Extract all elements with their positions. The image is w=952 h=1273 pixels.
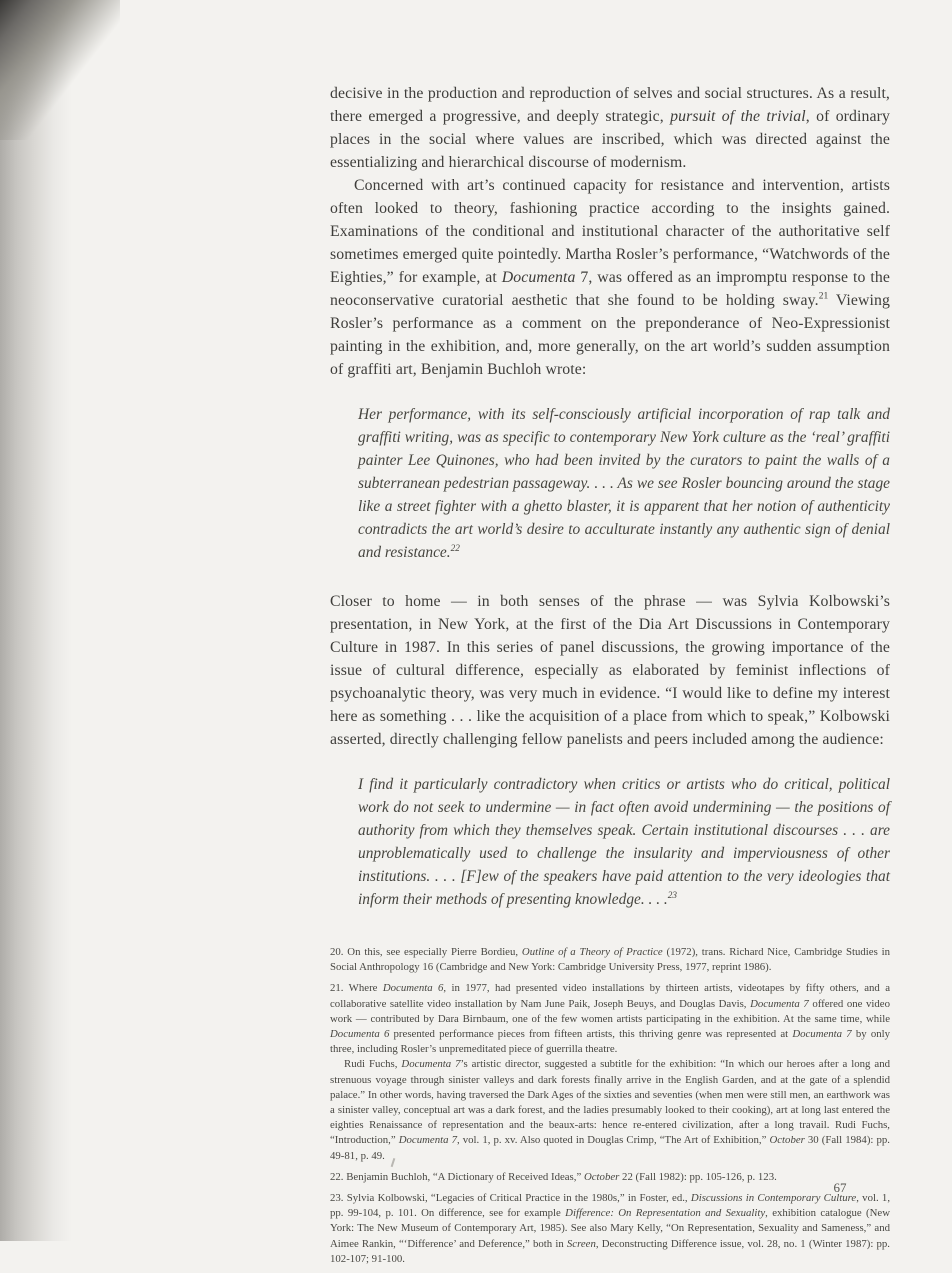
footnote-21: 21. Where Documenta 6, in 1977, had presented video installations by thirteen artists, videotapes by fifty others, and a collaborative satellite video installation by Nam June Paik, Joseph Beuys, and Douglas Davis, Documenta 7 offered one video work — contributed by Dara Birnbaum, one of the few women artists participating in the exhibition. At the same time, while Documenta 6 presented performance pieces from fifteen artists, this thriving genre was represented at Documenta 7 by only three, including Rosler’s unpremeditated piece of guerrilla theatre. <box>330 982 891 1056</box>
footnote-20: 20. On this, see especially Pierre Bordieu, Outline of a Theory of Practice (1972), trans. Richard Nice, Cambridge Studies in Social Anthropology 16 (Cambridge and New York: Cambridge University Press, 1977, reprint 1986). <box>330 946 890 974</box>
page-corner-shadow <box>0 0 120 140</box>
paragraph-3: Closer to home — in both senses of the phrase — was Sylvia Kolbowski’s presentation, in New York, at the first of the Dia Art Discussions in Contemporary Culture in 1987. In this series of panel discussions, the growing importance of the issue of cultural difference, especially as elaborated by feminist inflections of psychoanalytic theory, was very much in evidence. “I would like to define my interest here as something . . . like the acquisition of a place from which to speak,” Kolbowski asserted, directly challenging fellow panelists and peers included among the audience: <box>330 593 890 748</box>
page-binding-shadow <box>0 0 80 1241</box>
paragraph-2: Concerned with art’s continued capacity for resistance and intervention, artists often looked to theory, fashioning practice according to the insights gained. Examinations of the conditional and institutional character of the authoritative self sometimes emerged quite pointedly. Martha Rosler’s performance, “Watchwords of the Eighties,” for example, at Documenta 7, was offered as an impromptu response to the neoconservative curatorial aesthetic that she found to be holding sway.$^{21}$ Viewing Rosler’s performance as a comment on the preponderance of Neo-Expressionist painting in the exhibition, and, more generally, on the art world’s sudden assumption of graffiti art, Benjamin Buchloh wrote: <box>330 177 890 378</box>
text-column <box>330 82 890 1273</box>
paragraph-1: decisive in the production and reproduction of selves and social structures. As a result, there emerged a progressive, and deeply strategic, pursuit of the trivial, of ordinary places in the social where values are inscribed, which was directed against the essentializing and hierarchical discourse of modernism. <box>330 85 891 171</box>
block-quote-kolbowski: I find it particularly contradictory when critics or artists who do critical, political work do not seek to undermine — in fact often avoid undermining — the positions of authority from which they themselves speak. Certain institutional discourses . . . are unproblematically used to challenge the insularity and imperviousness of other institutions. . . . [F]ew of the speakers have paid attention to the very ideologies that inform their methods of presenting knowledge. . . .$^{23}$ <box>358 776 890 908</box>
footnote-23: 23. Sylvia Kolbowski, “Legacies of Critical Practice in the 1980s,” in Foster, ed., Discussions in Contemporary Culture, vol. 1, pp. 99-104, p. 101. On difference, see for example Difference: On Representation and Sexuality, exhibition catalogue (New York: The New Museum of Contemporary Art, 1985). See also Mary Kelly, “On Representation, Sexuality and Sameness,” and Aimee Rankin, “‘Difference’ and Deference,” both in Screen, Deconstructing Difference issue, vol. 28, no. 1 (Winter 1987): pp. 102-107; 91-100. <box>330 1192 891 1265</box>
footnotes-section <box>330 945 890 1267</box>
footnote-22: 22. Benjamin Buchloh, “A Dictionary of Received Ideas,” October 22 (Fall 1982): pp. 105-126, p. 123. <box>330 1170 777 1183</box>
page-number: 67 <box>833 1180 847 1195</box>
block-quote-buchloh: Her performance, with its self-consciously artificial incorporation of rap talk and graffiti writing, was as specific to contemporary New York culture as the ‘real’ graffiti painter Lee Quinones, who had been invited by the curators to paint the walls of a subterranean pedestrian passageway. . . . As we see Rosler bouncing around the stage like a street fighter with a ghetto blaster, it is apparent that her notion of authenticity contradicts the art world’s desire to acculturate instantly any authentic sign of denial and resistance.$^{22}$ <box>358 406 890 561</box>
footnote-21-continued: Rudi Fuchs, Documenta 7’s artistic director, suggested a subtitle for the exhibition: “In which our heroes after a long and strenuous voyage through sinister valleys and dark forests finally arrive in the English Garden, and at the gate of a splendid palace.” In other words, having traversed the Dark Ages of the sixties and seventies (when men were still men, an earthwork was a sinister valley, conceptual art was a dark forest, and the ladies presumably looked to their cooking), art at long last entered the eighties Renaissance of representation and the beaux-arts: hence re-entered civilization, after a long travail. Rudi Fuchs, “Introduction,” Documenta 7, vol. 1, p. xv. Also quoted in Douglas Crimp, “The Art of Exhibition,” October 30 (Fall 1984): pp. 49-81, p. 49. <box>330 1058 890 1162</box>
